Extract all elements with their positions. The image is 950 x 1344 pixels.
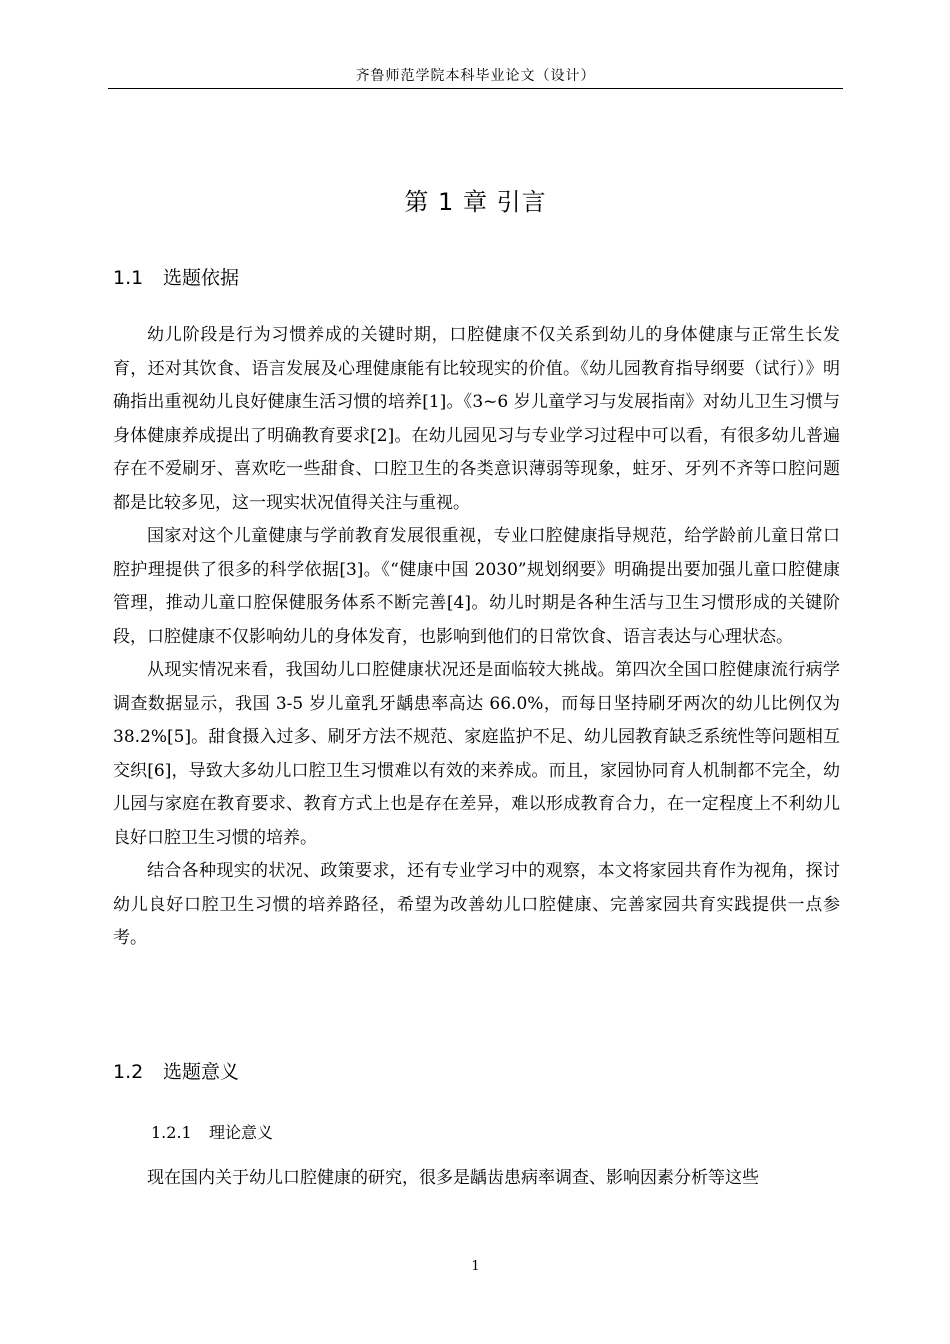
section-title: 选题意义 (163, 1061, 240, 1083)
paragraph: 从现实情况来看，我国幼儿口腔健康状况还是面临较大挑战。第四次全国口腔健康流行病学调查数据显示，我国 3-5 岁儿童乳牙龋患率高达 66.0%，而每日坚持刷牙两次的幼儿比例仅为 38.2%[5]。甜食摄入过多、刷牙方法不规范、家庭监护不足、幼儿园教育缺乏系统性等问题相互交织[6]，导致大多幼儿口腔卫生习惯难以有效的来养成。而且，家园协同育人机制都不完全，幼儿园与家庭在教育要求、教育方式上也是存在差异，难以形成教育合力，在一定程度上不利幼儿良好口腔卫生习惯的培养。 (113, 660, 840, 848)
section-heading-1-1 (113, 264, 239, 292)
section-heading-1-2 (113, 1058, 239, 1086)
subsection-1-2-1-body (113, 1162, 840, 1196)
page-number: 1 (471, 1259, 480, 1274)
paragraph: 国家对这个儿童健康与学前教育发展很重视，专业口腔健康指导规范，给学龄前儿童日常口腔护理提供了很多的科学依据[3]。《“健康中国 2030”规划纲要》明确提出要加强儿童口腔健康管理，推动儿童口腔保健服务体系不断完善[4]。幼儿时期是各种生活与卫生习惯形成的关键阶段，口腔健康不仅影响幼儿的身体发育，也影响到他们的日常饮食、语言表达与心理状态。 (113, 526, 840, 647)
section-title: 选题依据 (163, 267, 240, 289)
paragraph: 幼儿阶段是行为习惯养成的关键时期，口腔健康不仅关系到幼儿的身体健康与正常生长发育，还对其饮食、语言发展及心理健康能有比较现实的价值。《幼儿园教育指导纲要（试行）》明确指出重视幼儿良好健康生活习惯的培养[1]。《3~6 岁儿童学习与发展指南》对幼儿卫生习惯与身体健康养成提出了明确教育要求[2]。在幼儿园见习与专业学习过程中可以看，有很多幼儿普遍存在不爱刷牙、喜欢吃一些甜食、口腔卫生的各类意识薄弱等现象，蛀牙、牙列不齐等口腔问题都是比较多见，这一现实状况值得关注与重视。 (113, 325, 840, 513)
chapter-title: 第 1 章 引言 (404, 188, 547, 216)
section-1-1-body (113, 319, 840, 956)
paragraph: 现在国内关于幼儿口腔健康的研究，很多是龋齿患病率调查、影响因素分析等这些 (147, 1168, 759, 1188)
paragraph: 结合各种现实的状况、政策要求，还有专业学习中的观察，本文将家园共育作为视角，探讨幼儿良好口腔卫生习惯的培养路径，希望为改善幼儿口腔健康、完善家园共育实践提供一点参考。 (113, 861, 840, 948)
section-number: 1.2 (113, 1061, 144, 1083)
subsection-number: 1.2.1 (151, 1123, 192, 1142)
section-number: 1.1 (113, 267, 144, 289)
subsection-heading-1-2-1 (151, 1121, 273, 1145)
running-header: 齐鲁师范学院本科毕业论文（设计） (355, 68, 596, 84)
subsection-title: 理论意义 (209, 1123, 274, 1142)
header-divider (108, 88, 843, 89)
